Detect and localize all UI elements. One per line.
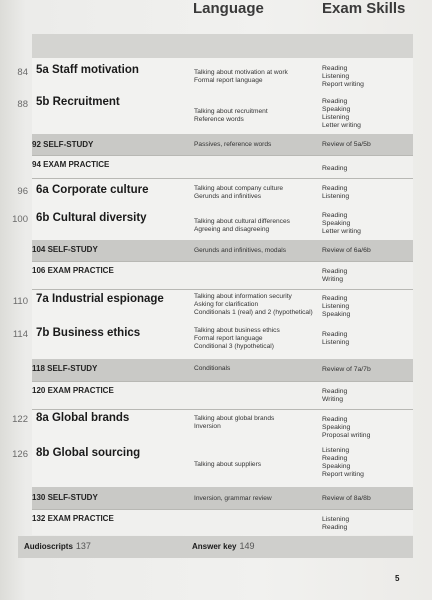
skill-item: Writing <box>322 276 344 283</box>
exam-practice-title: 120 EXAM PRACTICE <box>32 386 114 395</box>
skills-cell <box>322 165 347 173</box>
skill-item: Listening <box>322 303 350 310</box>
skill-item: Report writing <box>322 81 364 88</box>
table-row <box>12 289 413 325</box>
language-cell <box>194 495 329 503</box>
table-row <box>17 92 413 134</box>
unit-title: 7a Industrial espionage <box>36 293 164 305</box>
unit-page-number: 110 <box>12 296 28 307</box>
skill-item: Review of 7a/7b <box>322 366 371 373</box>
table-row <box>17 58 413 92</box>
language-item: Formal report language <box>194 335 263 342</box>
skill-item: Reading <box>322 524 348 531</box>
skill-item: Listening <box>322 516 350 523</box>
skill-item: Reading <box>322 212 348 219</box>
language-item: Conditionals 1 (real) and 2 (hypothetical) <box>194 309 313 316</box>
unit-page-number: 96 <box>17 186 28 197</box>
skill-item: Review of 8a/8b <box>322 495 371 502</box>
unit-title: 5a Staff motivation <box>36 64 139 76</box>
table-row <box>32 240 413 261</box>
language-item: Conditionals <box>194 365 231 372</box>
audioscripts-entry <box>24 541 91 551</box>
table-row <box>17 178 413 208</box>
answer-key-label: Answer key <box>192 542 237 551</box>
skill-item: Speaking <box>322 463 351 470</box>
language-cell <box>194 185 329 201</box>
unit-page-number: 88 <box>17 99 28 110</box>
skill-item: Writing <box>322 396 344 403</box>
skills-cell <box>322 185 349 201</box>
language-item: Asking for clarification <box>194 301 259 308</box>
skills-cell <box>322 447 364 479</box>
language-item: Formal report language <box>194 77 263 84</box>
exam-practice-title: 132 EXAM PRACTICE <box>32 514 114 523</box>
language-item: Inversion <box>194 423 221 430</box>
skill-item: Speaking <box>322 220 351 227</box>
unit-title: 6b Cultural diversity <box>36 212 147 224</box>
unit-title: 5b Recruitment <box>36 96 120 108</box>
language-item: Talking about business ethics <box>194 327 280 334</box>
table-row <box>32 487 413 509</box>
skills-cell <box>322 516 349 532</box>
language-item: Agreeing and disagreeing <box>194 226 270 233</box>
language-item: Conditional 3 (hypothetical) <box>194 343 274 350</box>
skill-item: Proposal writing <box>322 432 371 439</box>
language-cell <box>194 247 329 255</box>
skills-cell <box>322 98 361 130</box>
skill-item: Reading <box>322 65 348 72</box>
table-row <box>32 509 413 535</box>
unit-page-number: 122 <box>12 414 28 425</box>
language-item: Talking about company culture <box>194 185 284 192</box>
unit-page-number: 126 <box>12 449 28 460</box>
skill-item: Letter writing <box>322 122 361 129</box>
skill-item: Listening <box>322 447 350 454</box>
language-cell <box>194 218 329 234</box>
skills-cell <box>322 416 370 440</box>
table-row <box>12 208 413 240</box>
language-item: Reference words <box>194 116 244 123</box>
table-row <box>32 155 413 178</box>
exam-skills-column-heading: Exam Skills <box>322 0 406 17</box>
skills-cell <box>322 495 371 503</box>
skills-cell <box>322 331 349 347</box>
skills-cell <box>322 268 347 284</box>
language-cell <box>194 461 329 469</box>
unit-page-number: 84 <box>17 67 28 78</box>
table-row <box>32 261 413 289</box>
skill-item: Reading <box>322 295 348 302</box>
language-cell <box>194 293 329 317</box>
language-item: Talking about cultural differences <box>194 218 290 225</box>
skill-item: Letter writing <box>322 228 361 235</box>
skill-item: Reading <box>322 455 348 462</box>
language-cell <box>194 141 329 149</box>
skills-cell <box>322 388 347 404</box>
skill-item: Reading <box>322 331 348 338</box>
audioscripts-page: 137 <box>75 541 91 551</box>
unit-page-number: 100 <box>12 214 28 225</box>
skill-item: Speaking <box>322 106 351 113</box>
language-cell <box>194 108 329 124</box>
skill-item: Reading <box>322 98 348 105</box>
language-column-heading: Language <box>193 0 264 17</box>
self-study-title: 104 SELF-STUDY <box>32 245 98 254</box>
exam-practice-title: 106 EXAM PRACTICE <box>32 266 114 275</box>
skills-cell <box>322 247 371 255</box>
skill-item: Report writing <box>322 471 364 478</box>
language-item: Talking about suppliers <box>194 461 262 468</box>
language-item: Talking about motivation at work <box>194 69 288 76</box>
self-study-title: 130 SELF-STUDY <box>32 493 98 502</box>
answer-key-entry <box>192 541 255 551</box>
self-study-title: 92 SELF-STUDY <box>32 140 94 149</box>
footer-bar <box>18 536 413 558</box>
skill-item: Review of 6a/6b <box>322 247 371 254</box>
skill-item: Reading <box>322 416 348 423</box>
skill-item: Reading <box>322 165 348 172</box>
language-cell <box>194 69 329 85</box>
unit-title: 8b Global sourcing <box>36 447 141 459</box>
unit-title: 6a Corporate culture <box>36 184 149 196</box>
skills-cell <box>322 366 371 374</box>
language-cell <box>194 327 329 351</box>
table-row <box>32 359 413 381</box>
skills-cell <box>322 295 350 319</box>
table-row <box>12 409 413 445</box>
unit-page-number: 114 <box>12 329 28 340</box>
skill-item: Listening <box>322 114 350 121</box>
language-item: Talking about global brands <box>194 415 275 422</box>
skill-item: Reading <box>322 388 348 395</box>
skill-item: Listening <box>322 339 350 346</box>
exam-practice-title: 94 EXAM PRACTICE <box>32 160 110 169</box>
skill-item: Speaking <box>322 424 351 431</box>
language-cell <box>194 365 329 373</box>
unit-title: 8a Global brands <box>36 412 130 424</box>
answer-key-page: 149 <box>239 541 255 551</box>
skill-item: Reading <box>322 185 348 192</box>
skills-cell <box>322 65 364 89</box>
skill-item: Speaking <box>322 311 351 318</box>
language-item: Talking about recruitment <box>194 108 268 115</box>
table-row <box>12 325 413 359</box>
self-study-title: 118 SELF-STUDY <box>32 364 98 373</box>
page-number: 5 <box>395 574 400 583</box>
language-item: Gerunds and infinitives, modals <box>194 247 286 254</box>
contents-table <box>12 58 413 535</box>
language-item: Talking about information security <box>194 293 292 300</box>
skill-item: Listening <box>322 193 350 200</box>
skills-cell <box>322 212 361 236</box>
language-item: Inversion, grammar review <box>194 495 272 502</box>
skill-item: Listening <box>322 73 350 80</box>
table-row <box>32 381 413 409</box>
skill-item: Review of 5a/5b <box>322 141 371 148</box>
skill-item: Reading <box>322 268 348 275</box>
language-item: Passives, reference words <box>194 141 272 148</box>
language-cell <box>194 415 329 431</box>
skills-cell <box>322 141 371 149</box>
top-banner <box>32 34 413 58</box>
language-item: Gerunds and infinitives <box>194 193 262 200</box>
audioscripts-label: Audioscripts <box>24 542 73 551</box>
table-row <box>12 445 413 487</box>
unit-title: 7b Business ethics <box>36 327 141 339</box>
table-row <box>32 134 413 155</box>
